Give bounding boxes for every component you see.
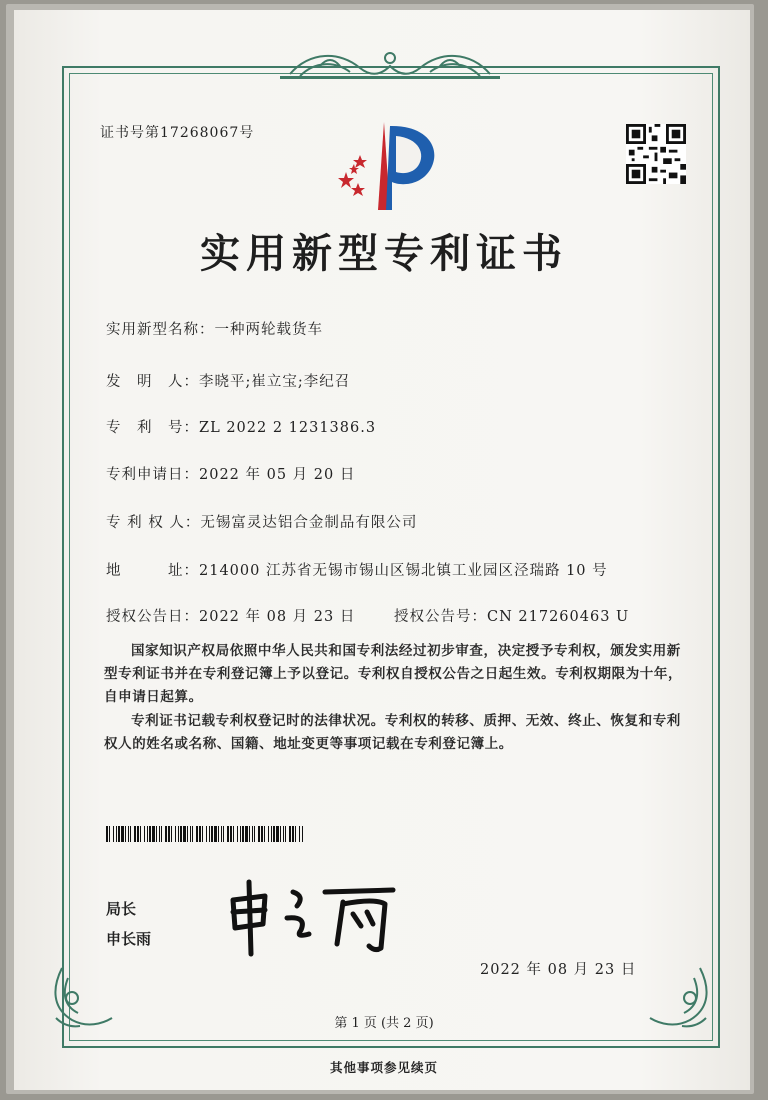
field-label: 授权公告号： <box>394 609 487 625</box>
certificate-number: 证书号第17268067号 <box>100 125 255 141</box>
field-application-date <box>106 463 355 484</box>
page-number: 第 1 页 (共 2 页) <box>334 1016 434 1031</box>
director-title: 局长 <box>106 900 137 918</box>
field-value: ZL 2022 2 1231386.3 <box>199 420 377 436</box>
field-value: 214000 江苏省无锡市锡山区锡北镇工业园区泾瑞路 10 号 <box>199 563 608 579</box>
field-label: 专 利 权 人： <box>106 515 201 531</box>
field-utility-model-name <box>106 318 323 339</box>
field-grant-announcement-number <box>394 605 629 626</box>
field-label: 地 址： <box>106 563 199 579</box>
legal-paragraph-1: 国家知识产权局依照中华人民共和国专利法经过初步审查，决定授予专利权，颁发实用新型专利证书并在专利登记簿上予以登记。专利权自授权公告之日起生效。专利权期限为十年，自申请日起算。 <box>104 643 683 705</box>
director-signature <box>225 878 400 958</box>
field-value: CN 217260463 U <box>487 609 630 625</box>
field-address <box>106 559 608 580</box>
field-patent-number <box>106 416 376 437</box>
field-inventor <box>106 370 350 391</box>
field-value: 2022 年 05 月 20 日 <box>199 467 356 483</box>
field-patentee <box>106 511 417 532</box>
field-label: 授权公告日： <box>106 609 199 625</box>
field-grant-announcement-date <box>106 605 355 626</box>
field-value: 无锡富灵达铝合金制品有限公司 <box>200 515 418 531</box>
field-label: 发 明 人： <box>106 374 199 390</box>
legal-paragraph-2: 专利证书记载专利权登记时的法律状况。专利权的转移、质押、无效、终止、恢复和专利权人的姓名或名称、国籍、地址变更等事项记载在专利登记簿上。 <box>104 713 681 752</box>
patent-office-emblem-icon <box>334 120 444 220</box>
field-label: 专利申请日： <box>106 467 199 483</box>
footer-note: 其他事项参见续页 <box>329 1060 438 1075</box>
field-value: 2022 年 08 月 23 日 <box>199 609 356 625</box>
top-ornament-icon <box>280 46 500 86</box>
field-label: 实用新型名称： <box>106 322 215 338</box>
field-value: 李晓平;崔立宝;李纪召 <box>199 374 351 390</box>
director-name: 申长雨 <box>106 930 152 948</box>
barcode-icon <box>106 826 306 842</box>
field-value: 一种两轮载货车 <box>214 322 323 338</box>
qr-code-icon <box>626 124 686 184</box>
certificate-title: 实用新型专利证书 <box>200 230 568 277</box>
issue-date: 2022 年 08 月 23 日 <box>480 962 637 978</box>
field-label: 专 利 号： <box>106 420 199 436</box>
